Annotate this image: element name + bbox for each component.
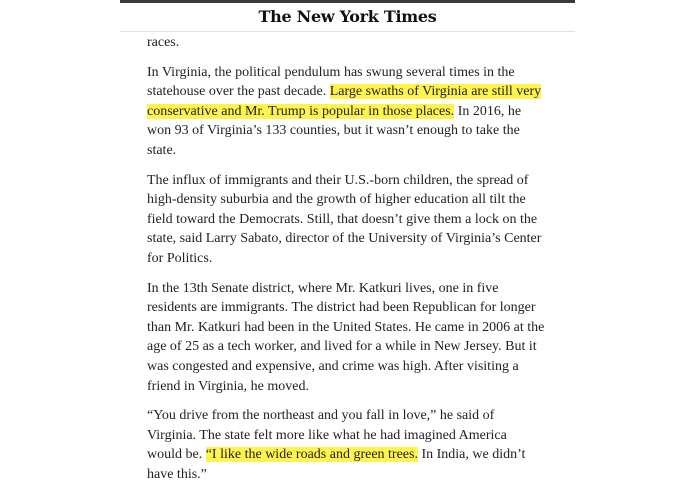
paragraph-1-text-end: In 2016, he won 93 of Virginia’s 133 counties, but it wasn’t enough to take the state. <box>147 103 522 158</box>
paragraph-3-text: In the 13th Senate district, where Mr. Katkuri lives, one in five residents are immigrants. The district had been Republican for longer than Mr. Katkuri had been in the United States. He came in 2006 at the age of 25 as a tech worker, and lived for a while in New Jersey. But it was congested and expensive, and crime was high. After visiting a friend in Virginia, he moved. <box>147 280 545 394</box>
paragraph-2 <box>147 171 545 269</box>
paragraph-4-text-start: “You drive from the northeast and you fall in love,” he said of Virginia. The state felt more like what he had imagined America would be. <box>147 408 507 463</box>
nyt-logo[interactable]: The New York Times <box>258 7 437 26</box>
paragraph-3 <box>147 279 545 397</box>
highlighted-text-2[interactable]: “I like the wide roads and green trees. <box>205 447 418 463</box>
article-body <box>147 31 545 494</box>
highlighted-text-1[interactable]: Large swaths of Virginia are still very conservative and Mr. Trump is popular in those places. <box>147 84 542 119</box>
paragraph-0-text: races. <box>147 35 180 50</box>
paragraph-2-text: The influx of immigrants and their U.S.-born children, the spread of high-density suburbia and the growth of higher education all tilt the field toward the Democrats. Still, that doesn’t give them a lock on the state, said Larry Sabato, director of the University of Virginia’s Center for Politics. <box>147 172 542 266</box>
paragraph-4-text-end: In India, we didn’t have this.” <box>147 447 526 482</box>
article-page <box>120 0 575 494</box>
masthead <box>120 3 575 32</box>
paragraph-4 <box>147 406 545 484</box>
paragraph-1-text-start: In Virginia, the political pendulum has swung several times in the statehouse over the past decade. <box>147 64 515 100</box>
paragraph-1 <box>147 63 545 161</box>
paragraph-0 <box>147 33 545 53</box>
